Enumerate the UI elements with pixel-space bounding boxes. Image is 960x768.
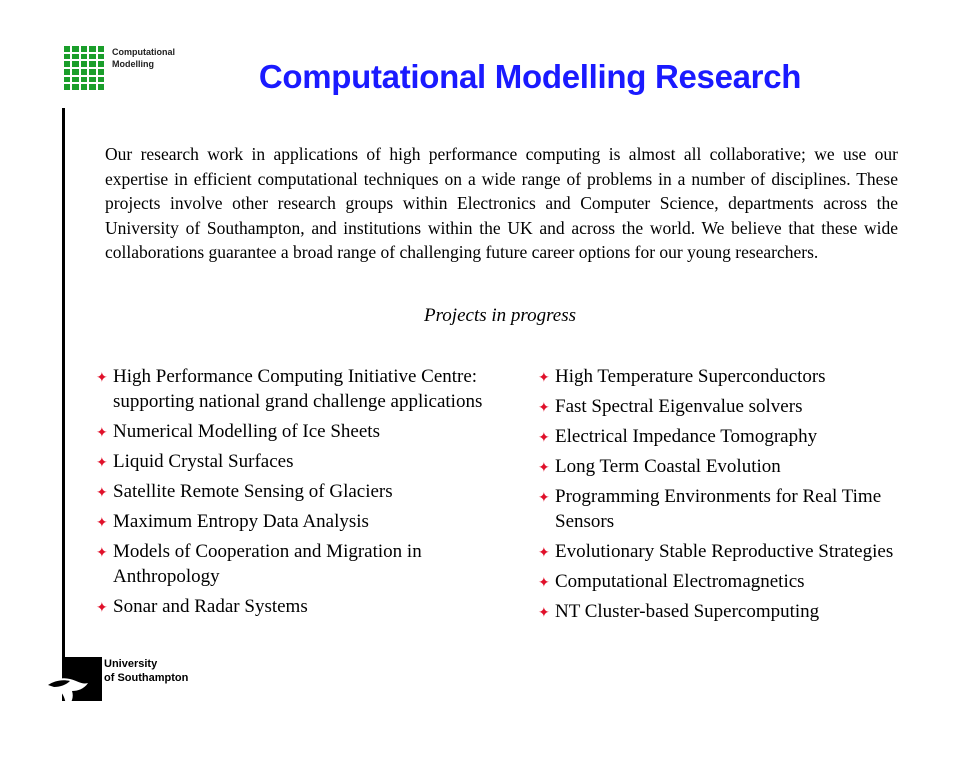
project-item	[538, 394, 938, 419]
bullet-star-icon: ✦	[96, 370, 108, 386]
university-crest-icon	[44, 655, 104, 711]
project-item	[96, 419, 496, 444]
project-item	[96, 364, 496, 414]
bullet-star-icon: ✦	[538, 460, 550, 476]
project-item-label: Numerical Modelling of Ice Sheets	[113, 421, 380, 442]
project-item-label: Maximum Entropy Data Analysis	[113, 511, 369, 532]
bullet-star-icon: ✦	[96, 425, 108, 441]
project-item-label: High Temperature Superconductors	[555, 366, 826, 387]
university-name-line2: of Southampton	[104, 672, 189, 684]
project-item-label: Models of Cooperation and Migration in Anthropology	[113, 541, 422, 587]
project-item-label: Fast Spectral Eigenvalue solvers	[555, 396, 803, 417]
bullet-star-icon: ✦	[96, 515, 108, 531]
project-item	[538, 364, 938, 389]
project-item	[96, 594, 496, 619]
intro-paragraph: Our research work in applications of high performance computing is almost all collaborative; we use our expertise in efficient computational techniques on a wide range of problems in a number of disciplines. These projects involve other research groups within Electronics and Computer Science, departments across the University of Southampton, and institutions within the UK and across the world. We believe that these wide collaborations guarantee a broad range of challenging future career options for our young researchers.	[105, 144, 898, 262]
bullet-star-icon: ✦	[538, 490, 550, 506]
project-item	[538, 569, 938, 594]
bullet-star-icon: ✦	[96, 545, 108, 561]
project-item	[538, 484, 938, 534]
projects-list-left	[96, 364, 496, 624]
project-item-label: Long Term Coastal Evolution	[555, 456, 781, 477]
project-item	[538, 424, 938, 449]
bullet-star-icon: ✦	[538, 575, 550, 591]
page-title: Computational Modelling Research	[258, 58, 802, 95]
group-label-line2: Modelling	[112, 59, 154, 69]
project-item	[96, 479, 496, 504]
bullet-star-icon: ✦	[96, 455, 108, 471]
bullet-star-icon: ✦	[96, 485, 108, 501]
project-item	[96, 539, 496, 589]
projects-heading: Projects in progress	[424, 305, 576, 326]
vertical-divider	[62, 108, 65, 668]
bullet-star-icon: ✦	[538, 545, 550, 561]
bullet-star-icon: ✦	[538, 400, 550, 416]
project-item	[96, 509, 496, 534]
project-item-label: Evolutionary Stable Reproductive Strategies	[555, 541, 894, 562]
university-name	[104, 657, 188, 685]
project-item-label: Satellite Remote Sensing of Glaciers	[113, 481, 393, 502]
project-item	[96, 449, 496, 474]
project-item	[538, 454, 938, 479]
project-item-label: Sonar and Radar Systems	[113, 596, 308, 617]
bullet-star-icon: ✦	[538, 370, 550, 386]
bullet-star-icon: ✦	[96, 600, 108, 616]
project-item-label: NT Cluster-based Supercomputing	[555, 601, 820, 622]
project-item-label: Liquid Crystal Surfaces	[113, 451, 294, 472]
project-item-label: Programming Environments for Real Time Sensors	[555, 486, 882, 532]
project-item-label: High Performance Computing Initiative Centre: supporting national grand challenge applications	[113, 366, 483, 412]
university-name-line1: University	[104, 658, 158, 670]
project-item-label: Computational Electromagnetics	[555, 571, 805, 592]
project-item-label: Electrical Impedance Tomography	[555, 426, 818, 447]
project-item	[538, 599, 938, 624]
project-item	[538, 539, 938, 564]
bullet-star-icon: ✦	[538, 430, 550, 446]
projects-list-right	[538, 364, 938, 629]
bullet-star-icon: ✦	[538, 605, 550, 621]
group-label-line1: Computational	[112, 47, 175, 57]
